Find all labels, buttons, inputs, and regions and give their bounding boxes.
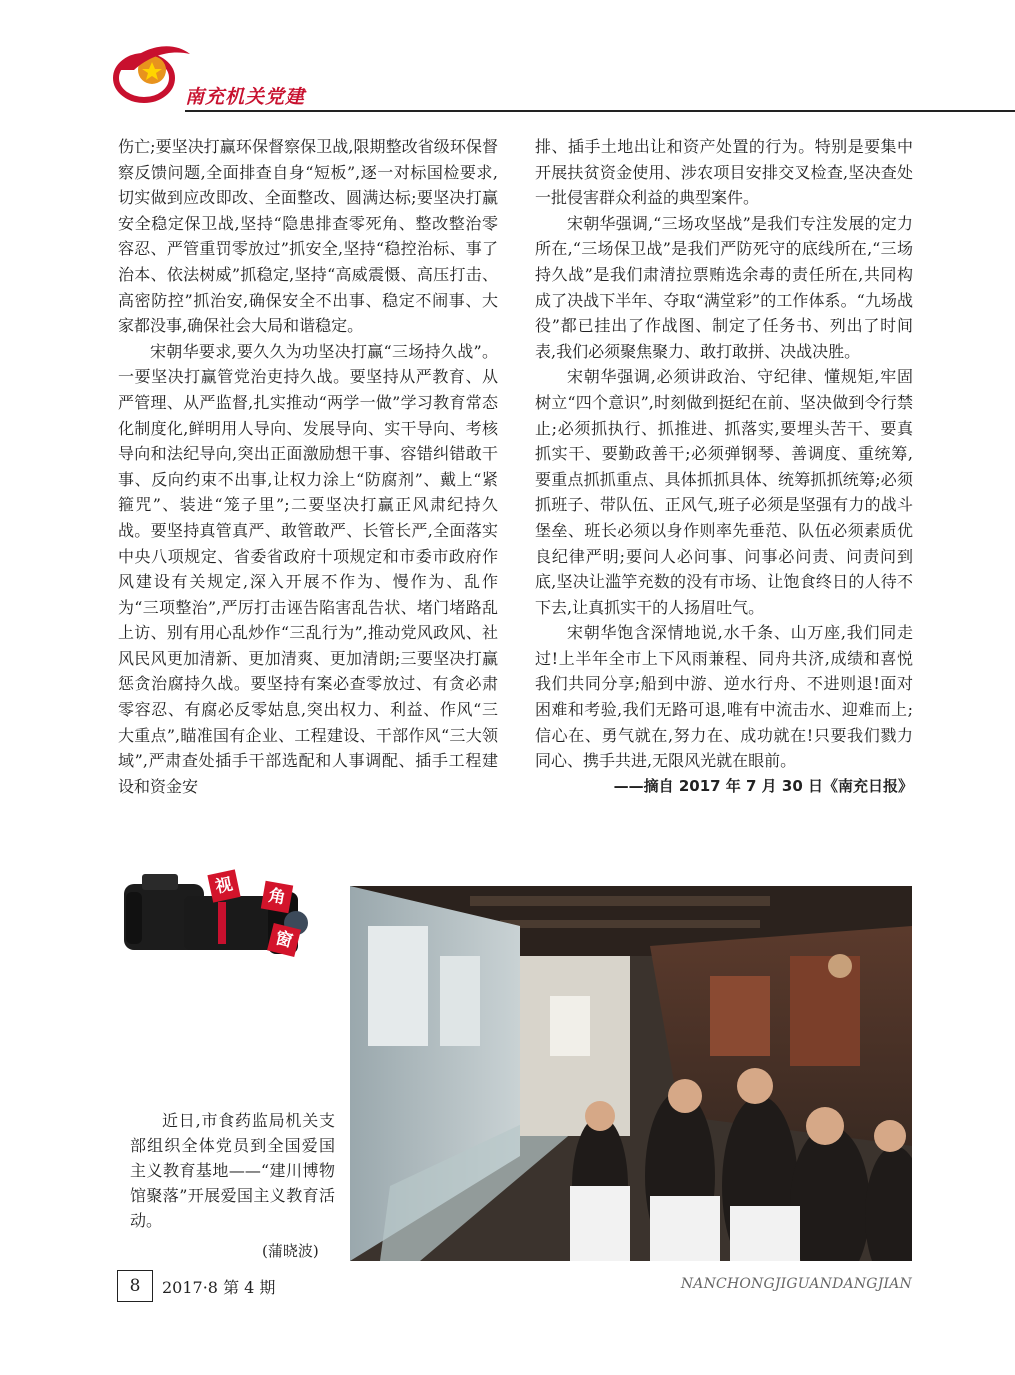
photo-caption: 近日,市食药监局机关支部组织全体党员到全国爱国主义教育基地——“建川博物馆聚落”开展爱国主义教育活动。 <box>130 1111 335 1230</box>
journal-name: NANCHONGJIGUANDANGJIAN <box>680 1276 912 1292</box>
article-paragraph: 宋朝华要求,要久久为功坚决打赢“三场持久战”。一要坚决打赢管党治吏持久战。要坚持从严教育、从严管理、从严监督,扎实推动“两学一做”学习教育常态化制度化,鲜明用人导向、发展导向、实干导向、考核导向和法纪导向,突出正面激励想干事、容错纠错敢干事、反向约束不出事,让权力涂上“防腐剂”、戴上“紧箍咒”、装进“笼子里”;二要坚决打赢正风肃纪持久战。要坚持真管真严、敢管敢严、长管长严,全面落实中央八项规定、省委省政府十项规定和市委市政府作风建设有关规定,深入开展不作为、慢作为、乱作为“三项整治”,严厉打击诬告陷害乱告状、堵门堵路乱上访、别有用心乱炒作“三乱行为”,推动党风政风、社风民风更加清新、更加清爽、更加清朗;三要坚决打赢惩贪治腐持久战。要坚持有案必查零放过、有贪必肃零容忍、有腐必反零姑息,突出权力、利益、作风“三大重点”,瞄准国有企业、工程建设、干部作风“三大领域”,严肃查处插手干部选配和人事调配、插手工程建设和资金安 <box>118 341 498 796</box>
journal-brand: 南充机关党建 <box>185 86 306 108</box>
section-tag: 角 <box>261 881 293 913</box>
photo-credit: (蒲晓波) <box>262 1242 319 1260</box>
header-rule <box>185 110 1015 112</box>
journal-logo <box>112 40 192 110</box>
section-tag: 窗 <box>267 923 301 957</box>
article-paragraph: 宋朝华饱含深情地说,水千条、山万座,我们同走过!上半年全市上下风雨兼程、同舟共济,成绩和喜悦我们共同分享;船到中游、逆水行舟、不进则退!面对困难和考验,我们无路可退,唯有中流击水、迎难而上;信心在、勇气就在,努力在、成功就在!只要我们戮力同心、携手共进,无限风光就在眼前。 <box>535 623 913 771</box>
issue-label: 2017·8 第 4 期 <box>162 1278 276 1297</box>
article-left-column <box>118 134 498 799</box>
article-source: ——摘自 2017 年 7 月 30 日《南充日报》 <box>613 776 913 795</box>
article-paragraph: 宋朝华强调,“三场攻坚战”是我们专注发展的定力所在,“三场保卫战”是我们严防死守的底线所在,“三场持久战”是我们肃清拉票贿选余毒的责任所在,共同构成了决战下半年、夺取“满堂彩”的工作体系。“九场战役”都已挂出了作战图、制定了任务书、列出了时间表,我们必须聚焦聚力、敢打敢拼、决战决胜。 <box>535 213 913 361</box>
article-paragraph: 伤亡;要坚决打赢环保督察保卫战,限期整改省级环保督察反馈问题,全面排查自身“短板”,逐一对标国检要求,切实做到应改即改、全面整改、圆满达标;要坚决打赢安全稳定保卫战,坚持“隐患排查零死角、整改整治零容忍、严管重罚零放过”抓安全,坚持“稳控治标、事了治本、依法树威”抓稳定,坚持“高威震慑、高压打击、高密防控”抓治安,确保安全不出事、稳定不闹事、大家都没事,确保社会大局和谐稳定。 <box>118 137 498 336</box>
section-tag: 视 <box>207 869 240 902</box>
page-number: 8 <box>117 1270 153 1302</box>
article-paragraph: 排、插手土地出让和资产处置的行为。特别是要集中开展扶贫资金使用、涉农项目安排交叉检查,坚决查处一批侵害群众利益的典型案件。 <box>535 137 913 208</box>
article-right-column <box>535 134 913 799</box>
museum-visit-photo <box>350 886 912 1261</box>
article-paragraph: 宋朝华强调,必须讲政治、守纪律、懂规矩,牢固树立“四个意识”,时刻做到挺纪在前、坚决做到令行禁止;必须抓执行、抓推进、抓落实,要埋头苦干、要真抓实干、要勤政善干;必须弹钢琴、善调度、重统筹,要重点抓抓重点、具体抓抓具体、统筹抓抓统筹;必须抓班子、带队伍、正风气,班子必须是坚强有力的战斗堡垒、班长必须以身作则率先垂范、队伍必须素质优良纪律严明;要问人必问事、问事必问责、问责问到底,坚决让滥竽充数的没有市场、让饱食终日的人待不下去,让真抓实干的人扬眉吐气。 <box>535 367 913 617</box>
